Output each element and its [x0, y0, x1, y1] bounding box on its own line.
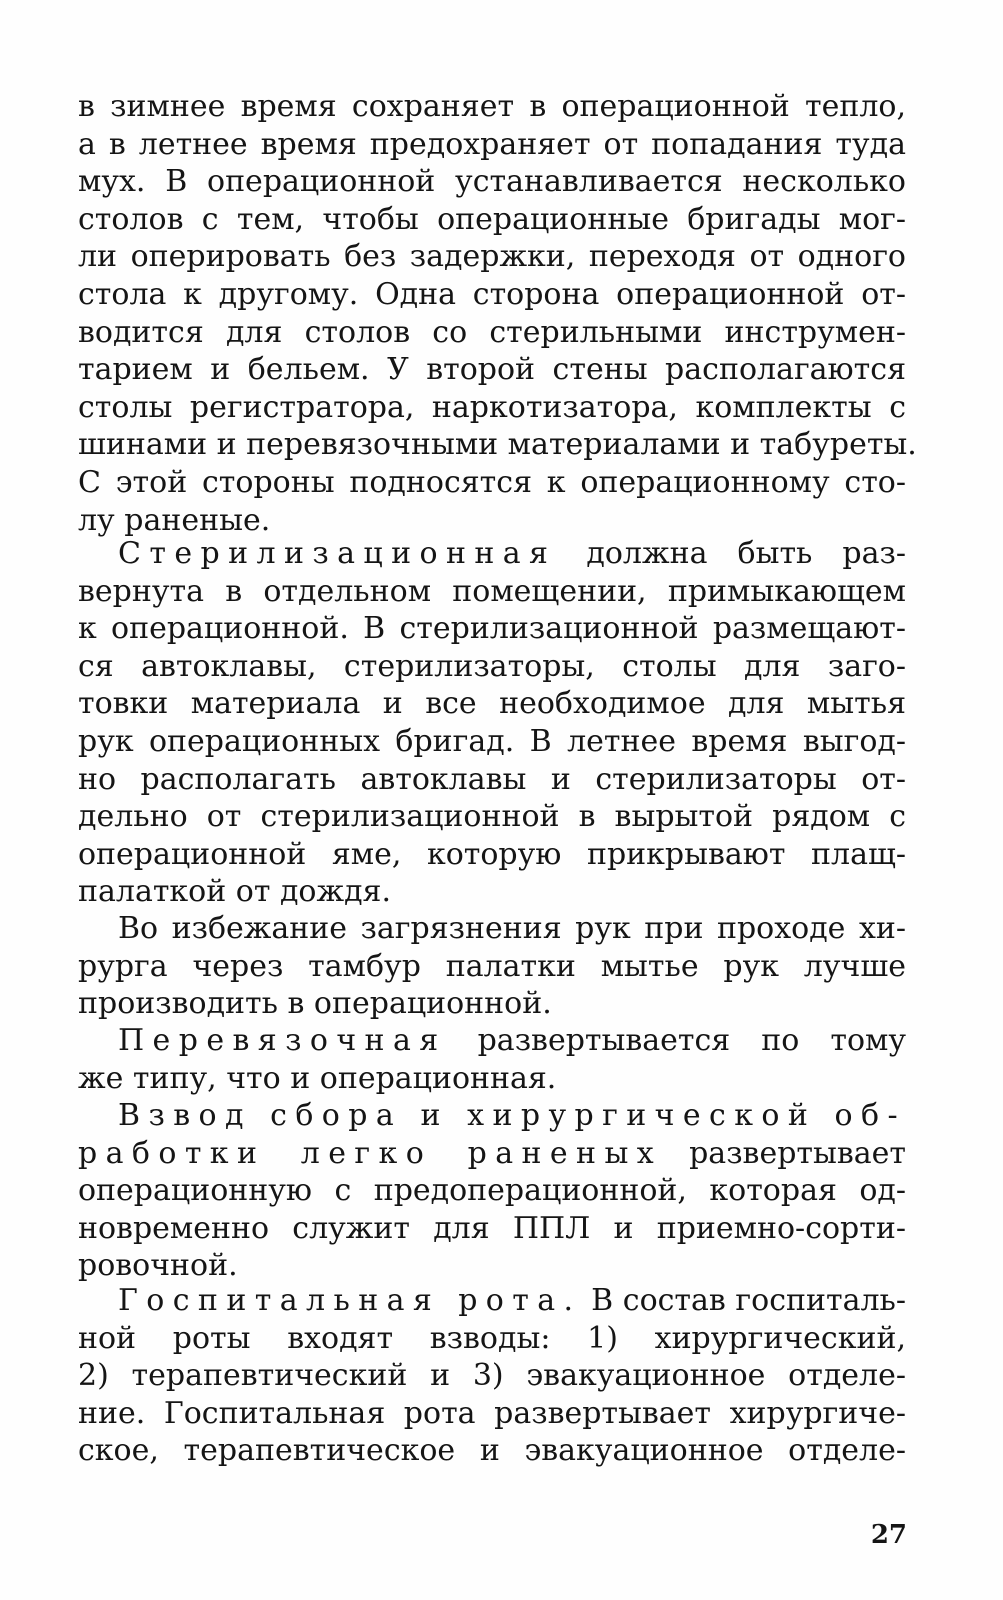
text-line: лу раненые.	[78, 502, 271, 538]
text-line: Во избежание загрязнения рук при проходе хи-	[118, 911, 906, 946]
spaced-heading: Взвод сбора и хирургической об-	[118, 1098, 906, 1133]
spaced-heading: работки легко раненых	[78, 1135, 663, 1171]
text-line: водится для столов со стерильными инструмен-	[78, 314, 906, 350]
text-line: товки материала и все необходимое для мытья	[78, 686, 906, 722]
text-line: С этой стороны подносятся к операционному сто-	[78, 464, 906, 500]
text-line	[78, 535, 906, 573]
text-line: рурга через тамбур палатки мытье рук лучше	[78, 948, 906, 984]
text-line: же типу, что и операционная.	[78, 1060, 557, 1096]
text-line: вернута в отдельном помещении, примыкающем	[78, 573, 906, 609]
text-line: дельно от стерилизационной в вырытой рядом с	[78, 799, 906, 835]
text-fragment: должна быть раз-	[556, 536, 906, 571]
text-line: операционную с предоперационной, которая од-	[78, 1173, 906, 1209]
text-fragment: развертывает	[662, 1135, 907, 1171]
text-line: в зимнее время сохраняет в операционной тепло,	[78, 89, 906, 124]
text-line: палаткой от дождя.	[78, 874, 392, 910]
text-line: но располагать автоклавы и стерилизаторы от-	[78, 761, 906, 797]
text-line	[78, 1282, 906, 1320]
text-line: столы регистратора, наркотизатора, комплекты с	[78, 389, 906, 425]
page-number: 27	[870, 1520, 907, 1550]
text-line: операционной яме, которую прикрывают плащ-	[78, 836, 906, 872]
paragraph-dressing-room	[78, 1022, 906, 1097]
text-line: тарием и бельем. У второй стены располагаются	[78, 352, 906, 388]
text-line: 2) терапевтический и 3) эвакуационное отделе-	[78, 1358, 906, 1394]
spaced-heading: Стерилизационная	[118, 536, 557, 571]
paragraph-hand-washing	[78, 910, 906, 1023]
paragraph-collection-platoon	[78, 1097, 906, 1285]
text-line: мух. В операционной устанавливается несколько	[78, 164, 906, 200]
text-line: ние. Госпитальная рота развертывает хирургиче-	[78, 1395, 906, 1431]
text-line: производить в операционной.	[78, 986, 552, 1022]
text-line: шинами и перевязочными материалами и табуреты.	[78, 427, 917, 463]
text-line: столов с тем, чтобы операционные бригады мог-	[78, 201, 906, 237]
text-line: новременно служит для ППЛ и приемно-сорти-	[78, 1210, 906, 1246]
paragraph-operating-room	[78, 88, 917, 539]
text-line: ровочной.	[78, 1248, 238, 1284]
text-line: ское, терапевтическое и эвакуационное отделе-	[78, 1433, 906, 1469]
text-line: ли оперировать без задержки, переходя от одного	[78, 239, 906, 275]
text-line: ся автоклавы, стерилизаторы, столы для заго-	[78, 648, 906, 684]
text-line	[78, 1022, 906, 1060]
paragraph-hospital-company	[78, 1282, 906, 1470]
text-line: рук операционных бригад. В летнее время выгод-	[78, 723, 906, 759]
text-line: ной роты входят взводы: 1) хирургический,	[78, 1320, 906, 1356]
paragraph-sterilization-room	[78, 535, 906, 911]
spaced-heading: Госпитальная рота.	[118, 1283, 582, 1318]
text-line: стола к другому. Одна сторона операционной от-	[78, 276, 906, 312]
text-fragment: развертывается по тому	[446, 1023, 906, 1058]
text-line	[78, 1135, 906, 1173]
text-fragment: В состав госпиталь-	[581, 1283, 906, 1318]
text-line: к операционной. В стерилизационной размещают-	[78, 611, 906, 647]
text-line: а в летнее время предохраняет от попадания туда	[78, 126, 906, 162]
spaced-heading: Перевязочная	[118, 1023, 447, 1058]
